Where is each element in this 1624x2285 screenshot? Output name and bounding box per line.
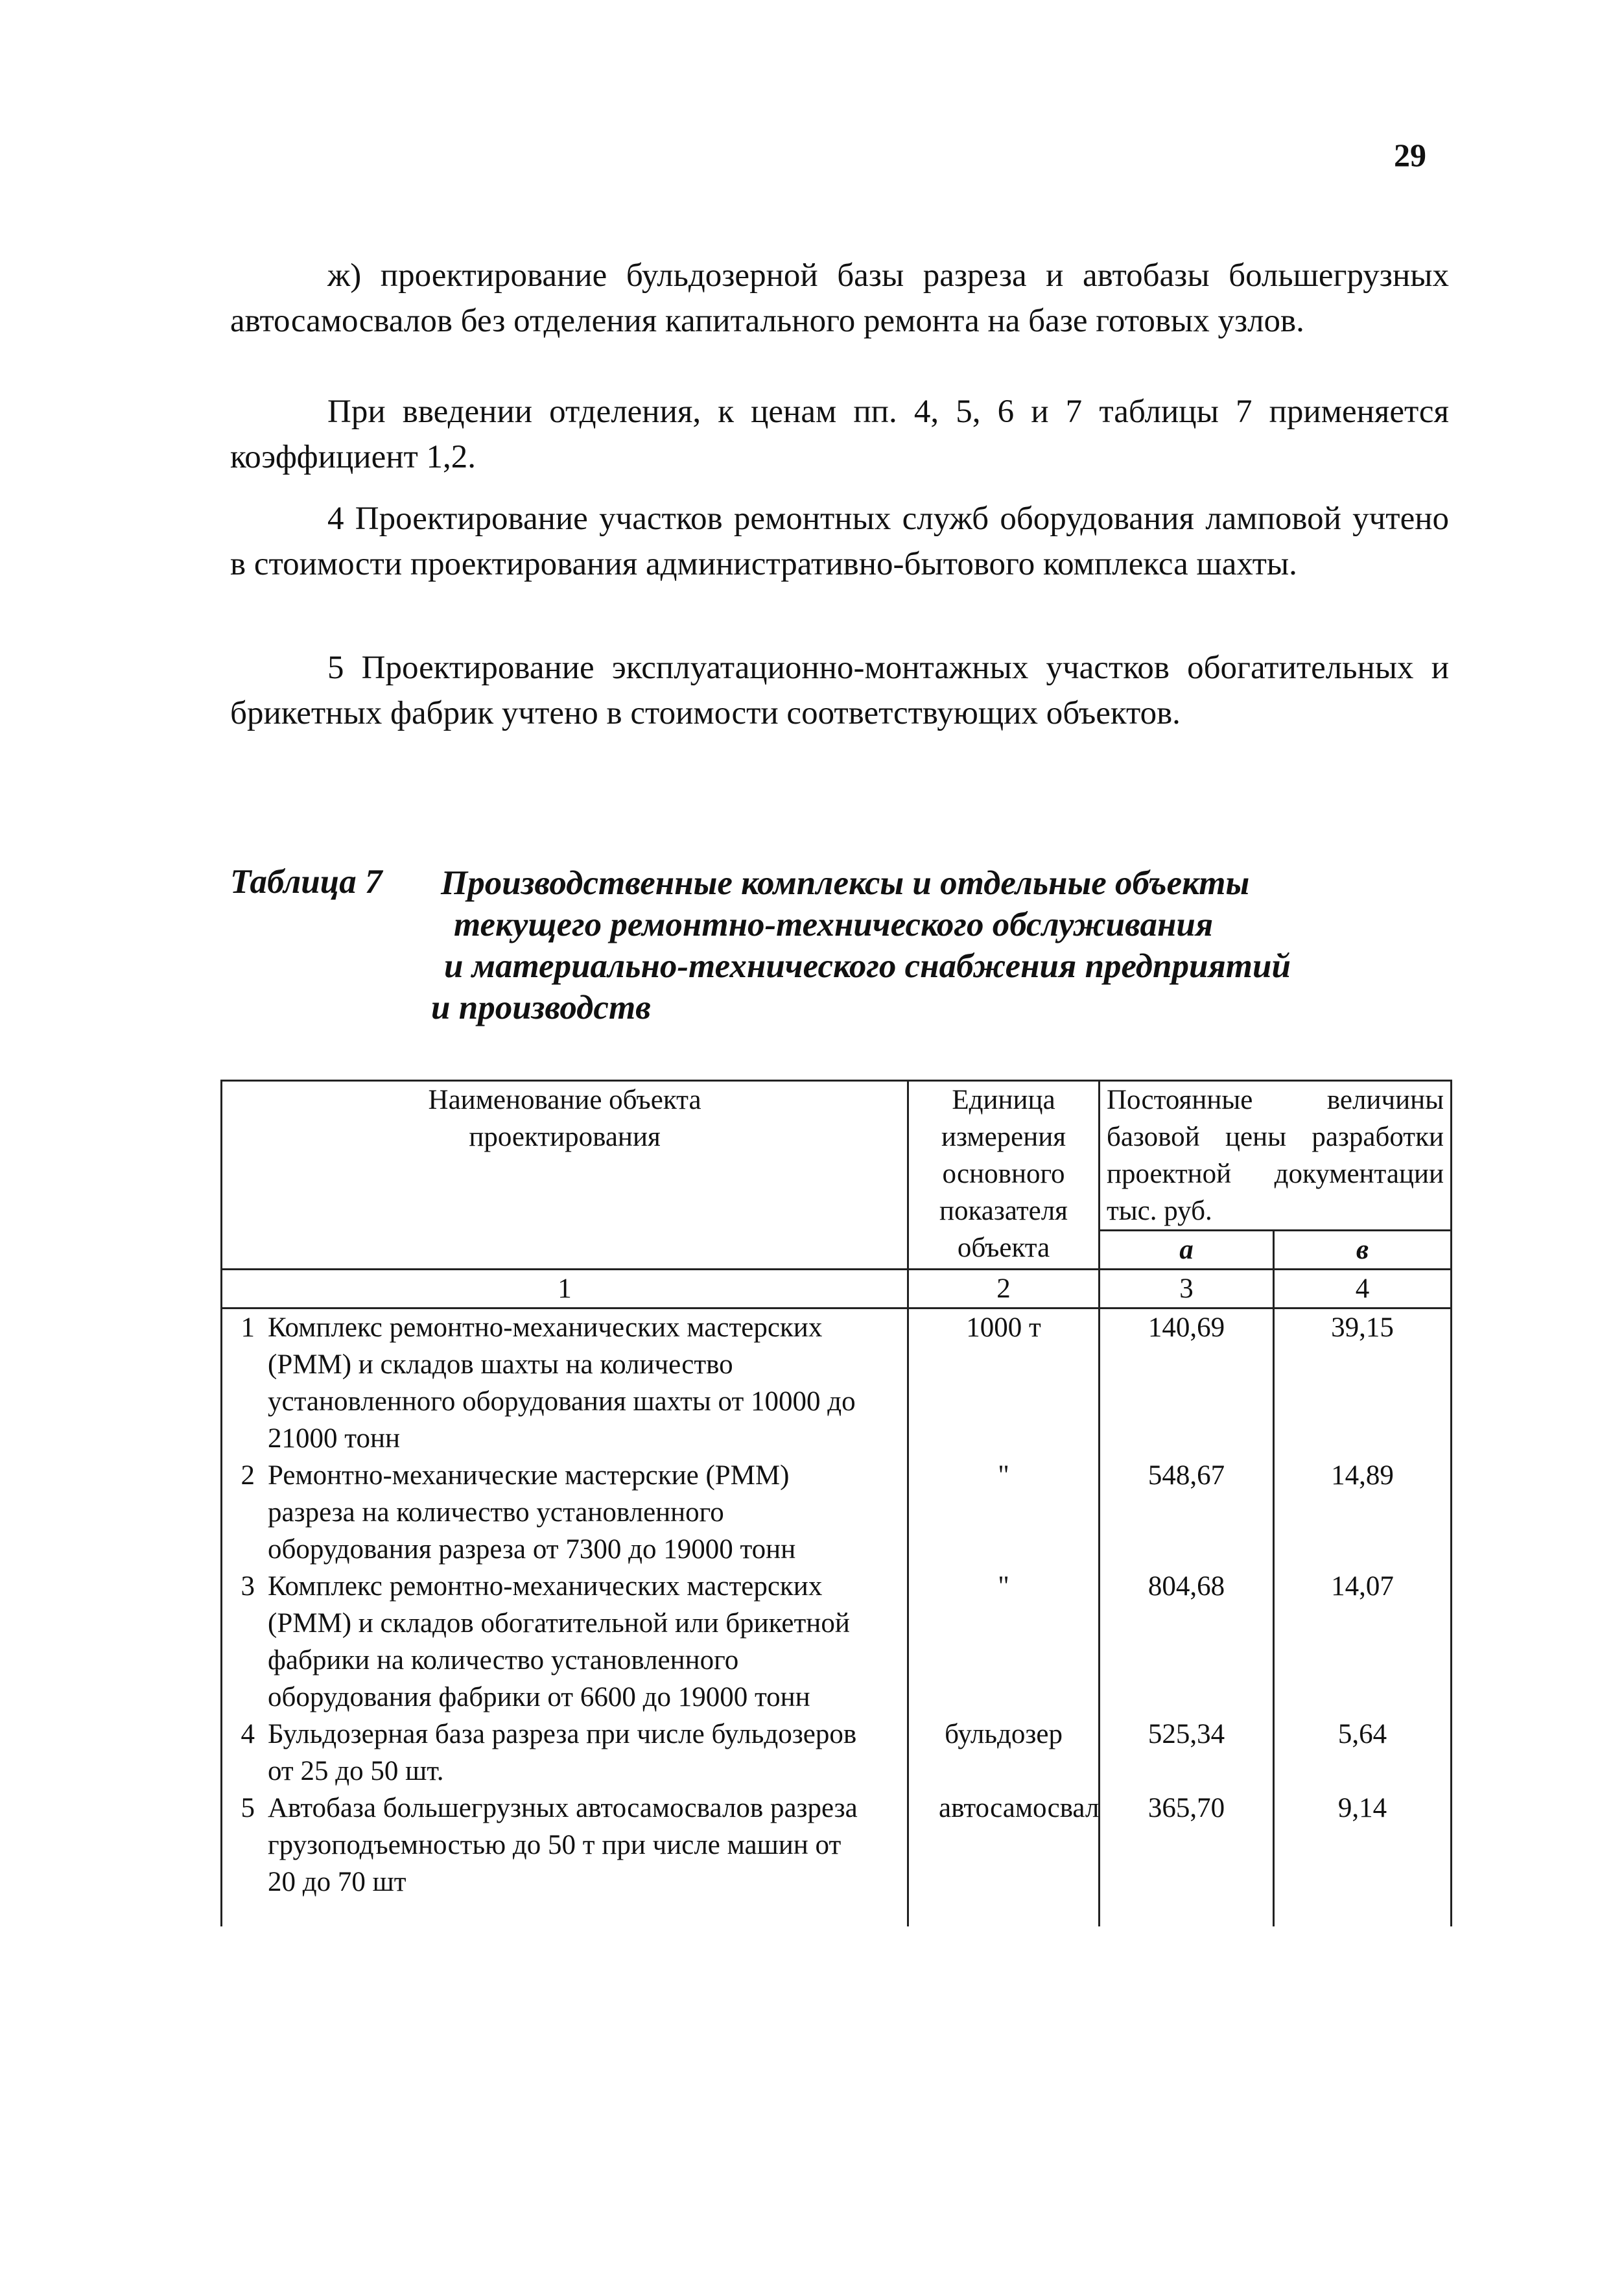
table-caption-title bbox=[431, 862, 1452, 1028]
col-number: 1 bbox=[222, 1270, 908, 1308]
row-name: Автобаза большегрузных автосамосвалов разреза грузоподъемностью до 50 т при числе машин от 20 до 70 шт bbox=[268, 1793, 858, 1897]
row-number: 1 bbox=[241, 1312, 255, 1343]
row-value-a: 525,34 bbox=[1099, 1716, 1273, 1790]
header-name: Наименование объекта проектирования bbox=[222, 1081, 908, 1270]
row-number: 4 bbox=[241, 1719, 255, 1749]
caption-line: Производственные комплексы и отдельные объекты bbox=[441, 864, 1250, 902]
row-name: Комплекс ремонтно-механических мастерских (РММ) и складов обогатительной или брикетной фабрики на количество установленного оборудования фабрики от 6600 до 19000 тонн bbox=[268, 1571, 850, 1712]
row-unit: автосамосвал bbox=[908, 1790, 1100, 1926]
row-name: Ремонтно-механические мастерские (РММ) разреза на количество установленного оборудования разреза от 7300 до 19000 тонн bbox=[268, 1460, 796, 1565]
row-number: 5 bbox=[241, 1793, 255, 1823]
row-value-b: 9,14 bbox=[1274, 1790, 1452, 1926]
table-row bbox=[222, 1457, 1452, 1568]
caption-line: текущего ремонтно-технического обслуживания bbox=[454, 906, 1214, 943]
row-number: 2 bbox=[241, 1460, 255, 1491]
table-caption-label: Таблица 7 bbox=[230, 863, 382, 901]
row-unit: " bbox=[908, 1457, 1100, 1568]
page-number: 29 bbox=[1394, 137, 1426, 173]
row-value-a: 365,70 bbox=[1099, 1790, 1273, 1926]
col-number: 4 bbox=[1274, 1270, 1452, 1308]
row-name: Комплекс ремонтно-механических мастерских (РММ) и складов шахты на количество установленного оборудования шахты от 10000 до 21000 тонн bbox=[268, 1312, 856, 1454]
header-unit: Единица измерения основного показателя объекта bbox=[908, 1081, 1100, 1270]
caption-line: и производств bbox=[431, 989, 651, 1026]
row-value-b: 5,64 bbox=[1274, 1716, 1452, 1790]
row-number: 3 bbox=[241, 1571, 255, 1602]
paragraph-lamp-service: 4 Проектирование участков ремонтных служб оборудования ламповой учтено в стоимости проектирования административно-бытового комплекса шахты. bbox=[230, 501, 1449, 582]
table-row bbox=[222, 1790, 1452, 1926]
caption-line: и материально-технического снабжения предприятий bbox=[444, 947, 1291, 985]
table-row bbox=[222, 1716, 1452, 1790]
row-name: Бульдозерная база разреза при числе бульдозеров от 25 до 50 шт. bbox=[268, 1719, 857, 1786]
table-row bbox=[222, 1308, 1452, 1458]
row-unit: бульдозер bbox=[908, 1716, 1100, 1790]
table-row bbox=[222, 1568, 1452, 1716]
paragraph-coefficient: При введении отделения, к ценам пп. 4, 5, 6 и 7 таблицы 7 применяется коэффициент 1,2. bbox=[230, 394, 1449, 475]
row-value-b: 39,15 bbox=[1274, 1308, 1452, 1458]
paragraph-installation-sites: 5 Проектирование эксплуатационно-монтажных участков обогатительных и брикетных фабрик учтено в стоимости соответствующих объектов. bbox=[230, 650, 1449, 731]
col-number: 3 bbox=[1099, 1270, 1273, 1308]
header-col-a: а bbox=[1099, 1231, 1273, 1270]
header-price: Постоянные величины базовой цены разработки проектной документации тыс. руб. bbox=[1099, 1081, 1451, 1231]
col-number: 2 bbox=[908, 1270, 1100, 1308]
row-value-a: 548,67 bbox=[1099, 1457, 1273, 1568]
row-unit: 1000 т bbox=[908, 1308, 1100, 1458]
price-table bbox=[220, 1080, 1452, 1926]
row-value-a: 140,69 bbox=[1099, 1308, 1273, 1458]
row-unit: " bbox=[908, 1568, 1100, 1716]
paragraph-bulldozer-base: ж) проектирование бульдозерной базы разреза и автобазы большегрузных автосамосвалов без отделения капитального ремонта на базе готовых узлов. bbox=[230, 257, 1449, 339]
row-value-b: 14,89 bbox=[1274, 1457, 1452, 1568]
row-value-a: 804,68 bbox=[1099, 1568, 1273, 1716]
header-col-b: в bbox=[1274, 1231, 1452, 1270]
row-value-b: 14,07 bbox=[1274, 1568, 1452, 1716]
